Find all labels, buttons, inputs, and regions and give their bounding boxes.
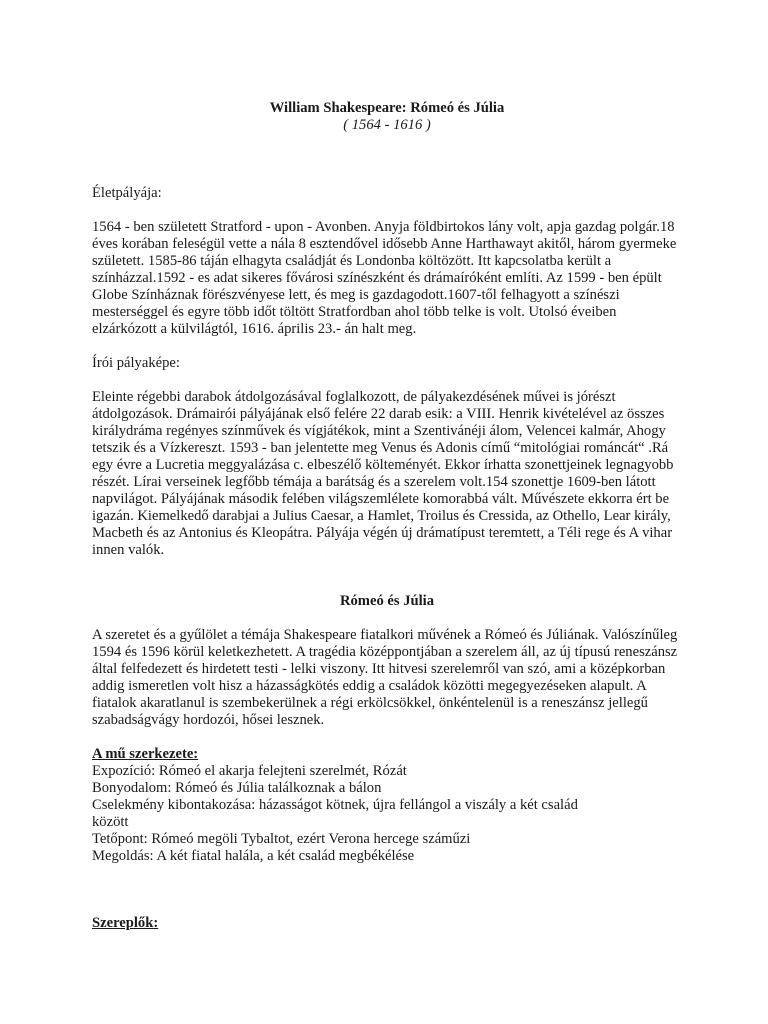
romeo-paragraph: A szeretet és a gyűlölet a témája Shakespeare fiatalkori művének a Rómeó és Júliának. Valószínűleg 1594 és 1596 körül keletkezhetett. A tragédia középpontjában a szerelem áll, az új típusú reneszánsz által felfedezett és hirdetett testi - lelki viszony. Itt hitvesi szerelemről van szó, ami a középkorban addig ismeretlen volt hisz a házasságkötés eddig a családok közötti megegyezéseken alapult. A fiatalok akaratlanul is szembekerülnek a régi erkölcsökkel, önkéntelenül is a reneszánsz jellegű szabadságvágy hordozói, hősei lesznek. — [92, 627, 678, 728]
life-heading: Életpályája: — [92, 185, 162, 201]
structure-heading: A mű szerkezete: — [92, 746, 199, 762]
structure-line: között — [92, 814, 129, 830]
life-paragraph: 1564 - ben született Stratford - upon - Avonben. Anyja földbirtokos lány volt, apja gazdag polgár.18 éves korában feleségül vette a nála 8 esztendővel idősebb Anne Harthawayt akitől, három gyermeke született. 1585-86 táján elhagyta családját és Londonba költözött. Itt kapcsolatba került a színházzal.1592 - es adat sikeres fővárosi színészként és drámaíróként említi. Az 1599 - ben épült Globe Színháznak förészvényese lett, és meg is gazdagodott.1607-től felhagyott a színészi mesterséggel és egyre több időt töltött Stratfordban ahol több telke is volt. Utolsó éveiben elzárkózott a külvilágtól, 1616. április 23.- án halt meg. — [92, 219, 677, 337]
career-heading: Írói pályaképe: — [92, 355, 180, 371]
document-page — [92, 100, 682, 932]
career-paragraph: Eleinte régebbi darabok átdolgozásával foglalkozott, de pályakezdésének művei is jórészt átdolgozások. Drámairói pályájának első felére 22 darab esik: a VIII. Henrik kivételével az összes királydráma regényes színművek és vígjátékok, mint a Szentivánéji álom, Velencei kalmár, Ahogy tetszik és a Vízkereszt. 1593 - ban jelentette meg Venus és Adonis című “mitológiai románcát“ .Rá egy évre a Lucretia meggyalázása c. elbeszélő költeményét. Ekkor írhatta szonettjeinek legnagyobb részét. Lírai verseinek legfőbb témája a barátság és a szerelem volt.154 szonettje 1609-ben látott napvilágot. Pályájának második felében világszemlélete komorabbá vált. Művészete ekkorra ért be igazán. Kiemelkedő darabjai a Julius Caesar, a Hamlet, Troilus és Cressida, az Othello, Lear király, Macbeth és az Antonius és Kleopátra. Pályája végén új drámatípust teremtett, a Téli rege és A vihar innen valók. — [92, 389, 674, 558]
structure-line: Megoldás: A két fiatal halála, a két család megbékélése — [92, 848, 415, 864]
structure-line: Bonyodalom: Rómeó és Júlia találkoznak a bálon — [92, 780, 382, 796]
structure-line: Cselekmény kibontakozása: házasságot kötnek, újra fellángol a viszály a két család — [92, 797, 578, 813]
author-dates: ( 1564 - 1616 ) — [343, 117, 431, 133]
romeo-heading: Rómeó és Júlia — [339, 593, 435, 609]
characters-heading: Szereplők: — [92, 915, 159, 931]
document-title: William Shakespeare: Rómeó és Júlia — [269, 100, 505, 116]
structure-line: Tetőpont: Rómeó megöli Tybaltot, ezért Verona hercege száműzi — [92, 831, 471, 847]
structure-line: Expozíció: Rómeó el akarja felejteni szerelmét, Rózát — [92, 763, 407, 779]
